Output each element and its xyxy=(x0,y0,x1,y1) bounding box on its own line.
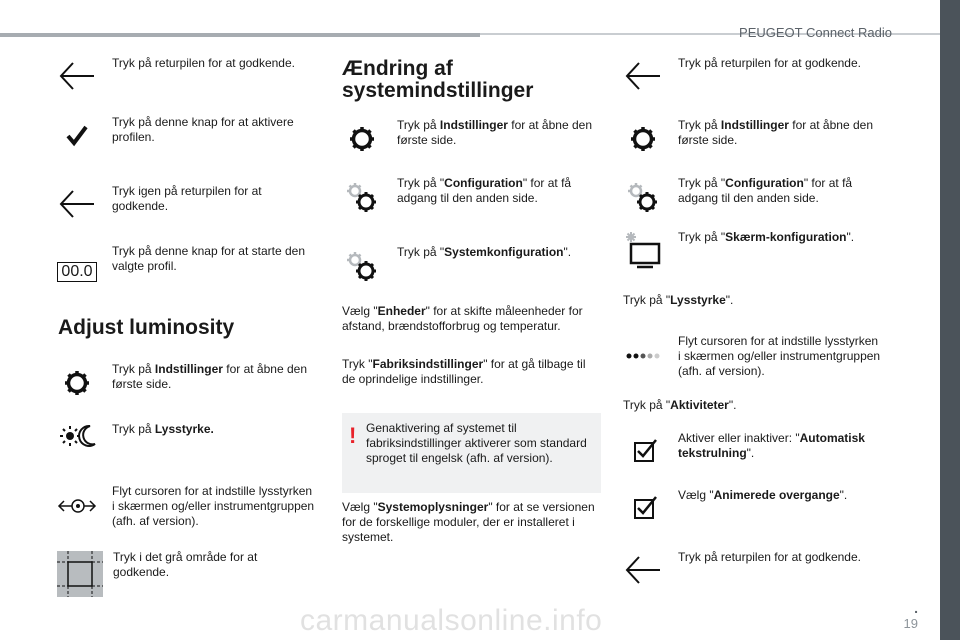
instruction-item xyxy=(623,230,893,270)
double-gear-icon xyxy=(342,176,382,216)
instruction-text: Tryk på denne knap for at aktivere profilen. xyxy=(112,115,294,144)
instruction-text: Tryk i det grå område for at godkende. xyxy=(113,550,258,579)
sun-moon-icon xyxy=(57,416,97,456)
instruction-text: Tryk på Indstillinger for at åbne den første side. xyxy=(112,362,307,391)
paragraph-factory-reset: Tryk "Fabriksindstillinger" for at gå tilbage til de oprindelige indstillinger. xyxy=(342,357,586,386)
heading-line: Ændring af xyxy=(342,57,453,80)
gear-icon xyxy=(623,118,663,158)
odometer-icon xyxy=(57,244,97,284)
paragraph-activities: Tryk på "Aktiviteter". xyxy=(623,398,737,412)
instruction-text: Flyt cursoren for at indstille lysstyrken i skærmen og/eller instrumentgruppen (afh. af version). xyxy=(678,334,881,378)
section-heading: Adjust luminosity xyxy=(58,316,235,339)
instruction-item xyxy=(57,362,317,402)
instruction-text: Tryk på returpilen for at godkende. xyxy=(678,550,861,564)
instruction-item xyxy=(623,118,893,158)
instruction-item xyxy=(623,488,893,528)
screen-icon xyxy=(623,230,663,270)
instruction-item xyxy=(342,118,604,158)
instruction-text: Tryk på "Systemkonfiguration". xyxy=(397,245,572,259)
instruction-text: Tryk igen på returpilen for at godkende. xyxy=(112,184,262,213)
instruction-item xyxy=(623,334,893,379)
instruction-item xyxy=(57,484,317,529)
paragraph-units: Vælg "Enheder" for at skifte måleenheder for afstand, brændstofforbrug og temperatur. xyxy=(342,304,583,333)
instruction-text: Tryk på Lysstyrke. xyxy=(112,422,214,436)
instruction-text: Tryk på "Configuration" for at få adgang til den anden side. xyxy=(678,176,853,205)
checkbox-icon xyxy=(623,488,663,528)
instruction-item xyxy=(57,115,307,155)
gear-icon xyxy=(57,362,97,402)
return-arrow-icon xyxy=(623,56,663,96)
instruction-item xyxy=(623,56,893,96)
return-arrow-icon xyxy=(623,550,663,590)
instruction-item xyxy=(57,416,317,456)
section-heading xyxy=(342,58,533,102)
instruction-text: Tryk på Indstillinger for at åbne den første side. xyxy=(397,118,592,147)
instruction-item xyxy=(342,176,604,216)
instruction-item xyxy=(342,245,604,285)
paragraph-brightness: Tryk på "Lysstyrke". xyxy=(623,293,734,307)
running-header: PEUGEOT Connect Radio xyxy=(739,25,892,40)
return-arrow-icon xyxy=(57,56,97,96)
checkbox-icon xyxy=(623,431,663,471)
instruction-text: Vælg "Animerede overgange". xyxy=(678,488,848,502)
header-rule-left xyxy=(0,33,480,37)
instruction-item xyxy=(623,176,893,216)
instruction-text: Tryk på Indstillinger for at åbne den første side. xyxy=(678,118,873,147)
gear-icon xyxy=(342,118,382,158)
instruction-item xyxy=(623,431,893,471)
instruction-text: Tryk på "Configuration" for at få adgang til den anden side. xyxy=(397,176,572,205)
instruction-item xyxy=(57,56,307,96)
warning-box xyxy=(342,413,601,493)
double-gear-icon xyxy=(623,176,663,216)
side-tab-strip xyxy=(940,0,960,640)
instruction-text: Tryk på "Skærm-konfiguration". xyxy=(678,230,855,244)
page-marker: . xyxy=(914,600,918,616)
instruction-text: Tryk på denne knap for at starte den valgte profil. xyxy=(112,244,306,273)
instruction-text: Tryk på returpilen for at godkende. xyxy=(678,56,861,70)
instruction-text: Aktiver eller inaktiver: "Automatisk tekstrulning". xyxy=(678,431,865,460)
warning-exclamation-icon: ! xyxy=(349,423,357,448)
dots-slider-icon xyxy=(623,334,663,374)
heading-line: systemindstillinger xyxy=(342,79,534,102)
paragraph-system-info: Vælg "Systemoplysninger" for at se versionen for de forskellige moduler, der er installeret i systemet. xyxy=(342,500,595,544)
return-arrow-icon xyxy=(57,184,97,224)
slider-icon xyxy=(57,484,97,524)
instruction-text: Tryk på returpilen for at godkende. xyxy=(112,56,295,70)
double-gear-icon xyxy=(342,245,382,285)
watermark: carmanualsonline.info xyxy=(300,604,603,637)
check-icon xyxy=(57,115,97,155)
page-number: 19 xyxy=(903,616,918,631)
instruction-item xyxy=(623,550,893,590)
instruction-item xyxy=(57,184,307,224)
instruction-text: Flyt cursoren for at indstille lysstyrken i skærmen og/eller instrumentgruppen (afh. af version). xyxy=(112,484,315,528)
grey-area-icon xyxy=(57,551,103,597)
instruction-item xyxy=(57,244,317,284)
warning-text: Genaktivering af systemet til fabriksindstillinger aktiverer som standard sproget til engelsk (afh. af version). xyxy=(366,421,587,465)
odometer-label: 00.0 xyxy=(57,262,96,282)
